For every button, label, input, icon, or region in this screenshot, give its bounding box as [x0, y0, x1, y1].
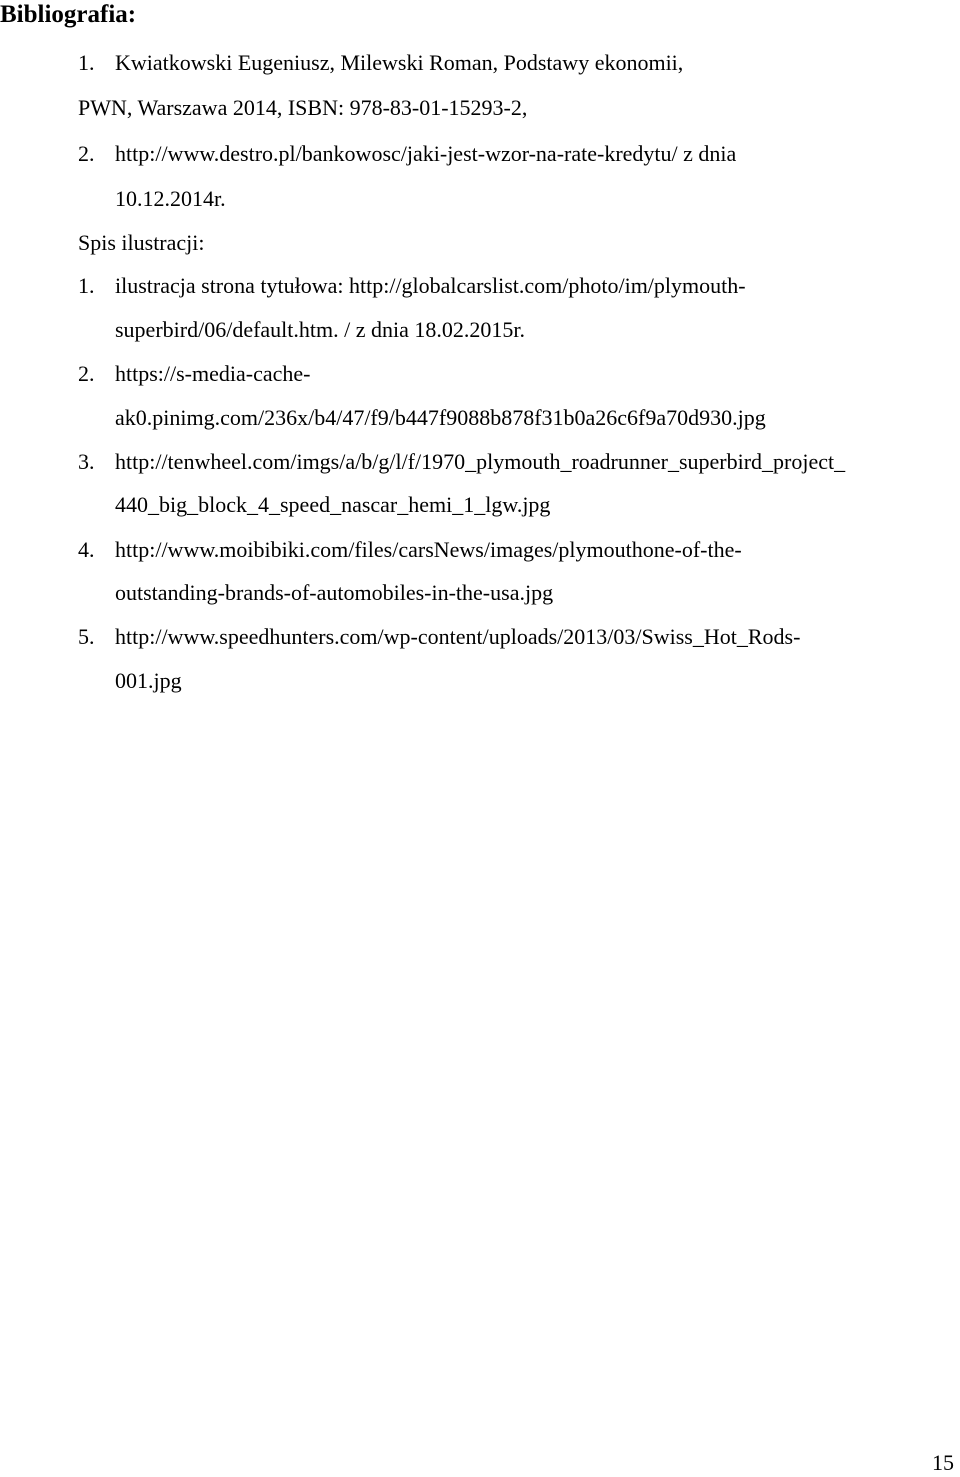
bib-item-1-line-2: PWN, Warszawa 2014, ISBN: 978-83-01-15293-2,	[78, 95, 528, 120]
page-number: 15	[932, 1450, 954, 1475]
illustration-2-line-1: https://s-media-cache-	[115, 361, 311, 386]
illustration-1-number: 1.	[78, 273, 95, 298]
bib-item-2-number: 2.	[78, 141, 95, 166]
illustration-3-line-2: 440_big_block_4_speed_nascar_hemi_1_lgw.jpg	[115, 492, 551, 517]
illustration-4-line-1: http://www.moibibiki.com/files/carsNews/images/plymouthone-of-the-	[115, 537, 742, 562]
bib-item-1-line-1: Kwiatkowski Eugeniusz, Milewski Roman, Podstawy ekonomii,	[115, 50, 684, 75]
illustrations-heading: Spis ilustracji:	[78, 230, 205, 255]
illustration-3-line-1: http://tenwheel.com/imgs/a/b/g/l/f/1970_plymouth_roadrunner_superbird_project_	[115, 449, 846, 474]
page-title: Bibliografia:	[0, 1, 137, 28]
illustration-2-number: 2.	[78, 361, 95, 386]
illustration-3-number: 3.	[78, 449, 95, 474]
illustration-2-line-2: ak0.pinimg.com/236x/b4/47/f9/b447f9088b878f31b0a26c6f9a70d930.jpg	[115, 405, 766, 430]
illustration-4-line-2: outstanding-brands-of-automobiles-in-the-usa.jpg	[115, 580, 554, 605]
illustration-4-number: 4.	[78, 537, 95, 562]
bib-item-1-number: 1.	[78, 50, 95, 75]
bib-item-2-line-2: 10.12.2014r.	[115, 186, 226, 211]
illustration-5-number: 5.	[78, 624, 95, 649]
bib-item-2-line-1: http://www.destro.pl/bankowosc/jaki-jest-wzor-na-rate-kredytu/ z dnia	[115, 141, 737, 166]
illustration-1-line-2: superbird/06/default.htm. / z dnia 18.02.2015r.	[115, 317, 525, 342]
illustration-1-line-1: ilustracja strona tytułowa: http://globalcarslist.com/photo/im/plymouth-	[115, 273, 746, 298]
illustration-5-line-2: 001.jpg	[115, 668, 182, 693]
illustration-5-line-1: http://www.speedhunters.com/wp-content/uploads/2013/03/Swiss_Hot_Rods-	[115, 624, 801, 649]
